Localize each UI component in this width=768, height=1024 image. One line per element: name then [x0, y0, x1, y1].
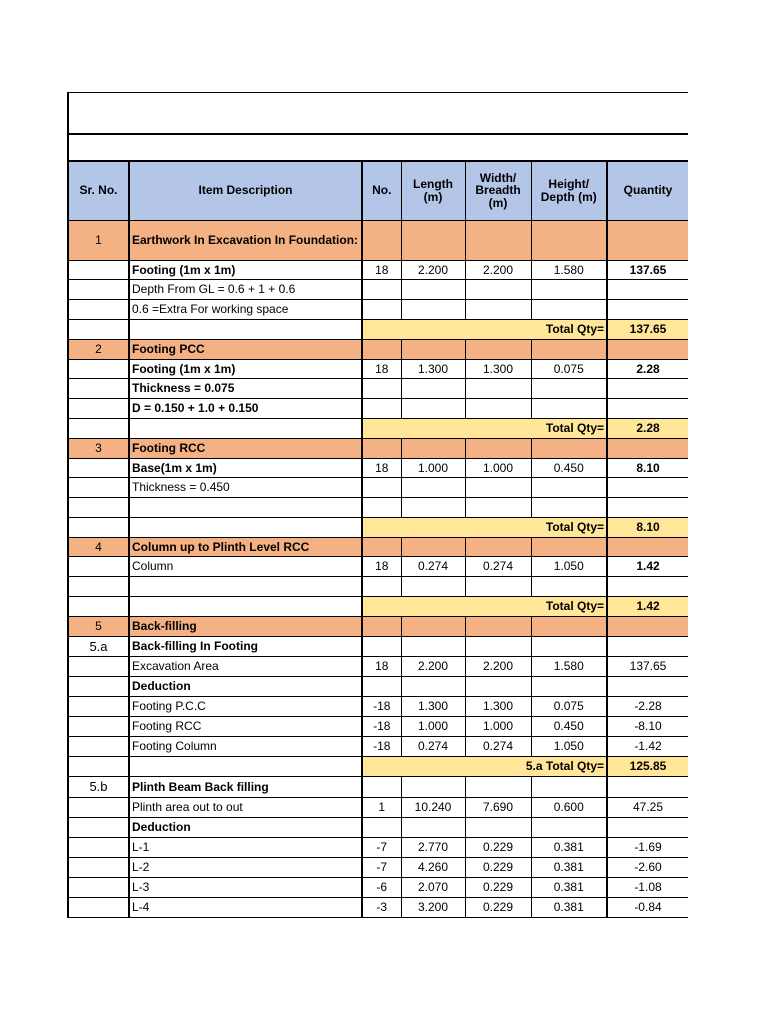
no-cell: [362, 439, 401, 459]
width-cell: 1.000: [465, 717, 531, 737]
sr-no-cell: [68, 858, 129, 878]
length-cell: 1.000: [401, 459, 465, 478]
quantity-cell: -1.08: [607, 878, 688, 898]
section-row: [68, 340, 688, 360]
no-cell: [362, 280, 401, 300]
item-description: L-2: [129, 858, 362, 878]
width-cell: 0.229: [465, 858, 531, 878]
width-cell: 7.690: [465, 798, 531, 818]
quantity-cell: -2.60: [607, 858, 688, 878]
width-cell: 2.200: [465, 657, 531, 677]
item-row: [68, 677, 688, 697]
length-cell: [401, 637, 465, 657]
description-cell: [129, 518, 362, 538]
title-cell: [68, 93, 688, 134]
quantity-cell: [607, 399, 688, 419]
header-width: Width/ Breadth (m): [465, 161, 531, 221]
sr-no-cell: [68, 697, 129, 717]
width-cell: [465, 399, 531, 419]
length-cell: [401, 340, 465, 360]
length-cell: [401, 577, 465, 597]
quantity-cell: [607, 617, 688, 637]
sr-no-cell: [68, 399, 129, 419]
item-row: [68, 478, 688, 498]
height-cell: 0.075: [531, 360, 607, 379]
height-cell: 0.600: [531, 798, 607, 818]
quantity-cell: 47.25: [607, 798, 688, 818]
height-cell: [531, 379, 607, 399]
item-row: [68, 697, 688, 717]
section-row: [68, 617, 688, 637]
item-row: [68, 637, 688, 657]
header-row: [68, 161, 688, 221]
sr-no-cell: [68, 657, 129, 677]
sr-no-cell: [68, 280, 129, 300]
item-row: [68, 459, 688, 478]
width-cell: 0.229: [465, 838, 531, 858]
total-row: [68, 419, 688, 439]
sr-no-cell: [68, 557, 129, 577]
no-cell: [362, 818, 401, 838]
item-description: Thickness = 0.450: [129, 478, 362, 498]
item-description: Excavation Area: [129, 657, 362, 677]
subtitle-cell: [68, 134, 688, 161]
item-description: Plinth area out to out: [129, 798, 362, 818]
no-cell: -18: [362, 717, 401, 737]
total-label: Total Qty=: [362, 419, 607, 439]
item-row: [68, 360, 688, 379]
length-cell: [401, 280, 465, 300]
no-cell: [362, 498, 401, 518]
height-cell: [531, 280, 607, 300]
sr-no-cell: [68, 419, 129, 439]
height-cell: [531, 340, 607, 360]
length-cell: 4.260: [401, 858, 465, 878]
length-cell: [401, 379, 465, 399]
header-height: Height/ Depth (m): [531, 161, 607, 221]
width-cell: 1.000: [465, 459, 531, 478]
sr-no-cell: [68, 838, 129, 858]
width-cell: 0.274: [465, 557, 531, 577]
no-cell: -7: [362, 858, 401, 878]
quantity-cell: -1.42: [607, 737, 688, 757]
no-cell: [362, 617, 401, 637]
total-quantity: 1.42: [607, 597, 688, 617]
section-row: [68, 439, 688, 459]
width-cell: [465, 677, 531, 697]
sr-no-cell: [68, 757, 129, 777]
width-cell: 0.229: [465, 878, 531, 898]
item-description: D = 0.150 + 1.0 + 0.150: [129, 399, 362, 419]
no-cell: [362, 478, 401, 498]
quantity-cell: [607, 818, 688, 838]
quantity-cell: -2.28: [607, 697, 688, 717]
sr-no-cell: [68, 577, 129, 597]
item-description: Footing RCC: [129, 717, 362, 737]
item-row: [68, 300, 688, 320]
quantity-cell: [607, 478, 688, 498]
no-cell: 18: [362, 557, 401, 577]
quantity-cell: -0.84: [607, 898, 688, 918]
section-row: [68, 538, 688, 557]
no-cell: 1: [362, 798, 401, 818]
length-cell: [401, 300, 465, 320]
height-cell: [531, 478, 607, 498]
width-cell: 2.200: [465, 261, 531, 280]
height-cell: 0.381: [531, 858, 607, 878]
item-row: [68, 717, 688, 737]
quantity-cell: 137.65: [607, 657, 688, 677]
total-row: [68, 518, 688, 538]
height-cell: [531, 498, 607, 518]
item-row: [68, 379, 688, 399]
section-title: Column up to Plinth Level RCC: [129, 538, 362, 557]
length-cell: 10.240: [401, 798, 465, 818]
height-cell: [531, 637, 607, 657]
length-cell: 2.770: [401, 838, 465, 858]
no-cell: 18: [362, 261, 401, 280]
width-cell: [465, 818, 531, 838]
quantity-cell: [607, 498, 688, 518]
item-description: Footing Column: [129, 737, 362, 757]
sr-no-cell: [68, 878, 129, 898]
total-label: Total Qty=: [362, 518, 607, 538]
height-cell: [531, 677, 607, 697]
height-cell: 0.381: [531, 878, 607, 898]
height-cell: 0.450: [531, 459, 607, 478]
height-cell: 1.050: [531, 737, 607, 757]
total-quantity: 125.85: [607, 757, 688, 777]
item-description: Back-filling In Footing: [129, 637, 362, 657]
width-cell: [465, 478, 531, 498]
no-cell: -18: [362, 737, 401, 757]
quantity-cell: -1.69: [607, 838, 688, 858]
width-cell: [465, 300, 531, 320]
no-cell: [362, 399, 401, 419]
sr-no-cell: [68, 379, 129, 399]
sr-no-cell: 4: [68, 538, 129, 557]
length-cell: 2.200: [401, 261, 465, 280]
item-description: Base(1m x 1m): [129, 459, 362, 478]
no-cell: 18: [362, 657, 401, 677]
width-cell: 0.229: [465, 898, 531, 918]
height-cell: 0.450: [531, 717, 607, 737]
description-cell: [129, 320, 362, 340]
sr-no-cell: 5.a: [68, 637, 129, 657]
length-cell: [401, 498, 465, 518]
length-cell: [401, 617, 465, 637]
sr-no-cell: 3: [68, 439, 129, 459]
item-description: Footing (1m x 1m): [129, 360, 362, 379]
title-row: [68, 93, 688, 134]
total-label: Total Qty=: [362, 597, 607, 617]
item-description: Deduction: [129, 818, 362, 838]
height-cell: [531, 777, 607, 798]
no-cell: [362, 221, 401, 261]
quantity-cell: [607, 777, 688, 798]
length-cell: [401, 538, 465, 557]
section-title: Earthwork In Excavation In Foundation:: [129, 221, 362, 261]
height-cell: [531, 577, 607, 597]
no-cell: [362, 637, 401, 657]
quantity-cell: 1.42: [607, 557, 688, 577]
length-cell: 0.274: [401, 737, 465, 757]
no-cell: [362, 379, 401, 399]
section-title: Footing RCC: [129, 439, 362, 459]
length-cell: [401, 399, 465, 419]
length-cell: [401, 439, 465, 459]
length-cell: [401, 677, 465, 697]
item-row: [68, 577, 688, 597]
sr-no-cell: [68, 798, 129, 818]
sr-no-cell: [68, 518, 129, 538]
item-description: Deduction: [129, 677, 362, 697]
length-cell: [401, 478, 465, 498]
item-description: Depth From GL = 0.6 + 1 + 0.6: [129, 280, 362, 300]
item-description: Column: [129, 557, 362, 577]
no-cell: [362, 340, 401, 360]
item-description: Plinth Beam Back filling: [129, 777, 362, 798]
width-cell: [465, 617, 531, 637]
quantity-cell: 8.10: [607, 459, 688, 478]
description-cell: [129, 419, 362, 439]
subtitle-row: [68, 134, 688, 161]
sr-no-cell: [68, 818, 129, 838]
length-cell: 1.300: [401, 697, 465, 717]
quantity-cell: [607, 439, 688, 459]
quantity-cell: [607, 300, 688, 320]
sr-no-cell: 5.b: [68, 777, 129, 798]
width-cell: [465, 498, 531, 518]
sr-no-cell: [68, 898, 129, 918]
length-cell: [401, 777, 465, 798]
description-cell: [129, 757, 362, 777]
item-row: [68, 657, 688, 677]
width-cell: [465, 637, 531, 657]
item-description: [129, 498, 362, 518]
item-row: [68, 737, 688, 757]
no-cell: [362, 577, 401, 597]
no-cell: [362, 538, 401, 557]
quantity-cell: [607, 538, 688, 557]
no-cell: [362, 777, 401, 798]
item-row: [68, 838, 688, 858]
no-cell: -6: [362, 878, 401, 898]
header-no: No.: [362, 161, 401, 221]
item-row: [68, 898, 688, 918]
quantity-cell: [607, 577, 688, 597]
sr-no-cell: [68, 498, 129, 518]
total-quantity: 137.65: [607, 320, 688, 340]
quantity-cell: [607, 677, 688, 697]
item-description: L-3: [129, 878, 362, 898]
quantity-cell: [607, 221, 688, 261]
header-length: Length (m): [401, 161, 465, 221]
height-cell: [531, 221, 607, 261]
sr-no-cell: [68, 478, 129, 498]
width-cell: [465, 777, 531, 798]
no-cell: 18: [362, 459, 401, 478]
header-item-description: Item Description: [129, 161, 362, 221]
height-cell: [531, 439, 607, 459]
no-cell: [362, 677, 401, 697]
length-cell: 0.274: [401, 557, 465, 577]
height-cell: [531, 818, 607, 838]
total-row: [68, 597, 688, 617]
sr-no-cell: [68, 320, 129, 340]
quantity-cell: [607, 379, 688, 399]
height-cell: 0.381: [531, 838, 607, 858]
section-title: Back-filling: [129, 617, 362, 637]
height-cell: 0.075: [531, 697, 607, 717]
item-row: [68, 818, 688, 838]
no-cell: -18: [362, 697, 401, 717]
height-cell: 1.050: [531, 557, 607, 577]
total-quantity: 2.28: [607, 419, 688, 439]
item-description: L-4: [129, 898, 362, 918]
length-cell: 1.300: [401, 360, 465, 379]
quantity-cell: [607, 637, 688, 657]
item-description: L-1: [129, 838, 362, 858]
length-cell: 2.200: [401, 657, 465, 677]
quantity-cell: [607, 280, 688, 300]
item-row: [68, 858, 688, 878]
quantity-cell: 2.28: [607, 360, 688, 379]
quantity-cell: -8.10: [607, 717, 688, 737]
sr-no-cell: [68, 737, 129, 757]
width-cell: [465, 221, 531, 261]
width-cell: [465, 379, 531, 399]
width-cell: [465, 577, 531, 597]
description-cell: [129, 597, 362, 617]
item-row: [68, 777, 688, 798]
width-cell: 1.300: [465, 697, 531, 717]
item-description: Footing (1m x 1m): [129, 261, 362, 280]
section-row: [68, 221, 688, 261]
header-quantity: Quantity: [607, 161, 688, 221]
height-cell: [531, 538, 607, 557]
width-cell: [465, 538, 531, 557]
sr-no-cell: [68, 261, 129, 280]
total-row: [68, 320, 688, 340]
height-cell: 1.580: [531, 261, 607, 280]
item-description: 0.6 =Extra For working space: [129, 300, 362, 320]
quantity-cell: [607, 340, 688, 360]
width-cell: 1.300: [465, 360, 531, 379]
item-row: [68, 498, 688, 518]
height-cell: 0.381: [531, 898, 607, 918]
total-label: Total Qty=: [362, 320, 607, 340]
sr-no-cell: [68, 360, 129, 379]
length-cell: 1.000: [401, 717, 465, 737]
quantity-sheet: [67, 92, 688, 918]
total-label: 5.a Total Qty=: [362, 757, 607, 777]
total-quantity: 8.10: [607, 518, 688, 538]
height-cell: [531, 399, 607, 419]
sr-no-cell: 2: [68, 340, 129, 360]
length-cell: [401, 818, 465, 838]
total-row: [68, 757, 688, 777]
item-row: [68, 878, 688, 898]
no-cell: -3: [362, 898, 401, 918]
sr-no-cell: [68, 717, 129, 737]
no-cell: -7: [362, 838, 401, 858]
sr-no-cell: 5: [68, 617, 129, 637]
item-row: [68, 261, 688, 280]
height-cell: 1.580: [531, 657, 607, 677]
item-row: [68, 798, 688, 818]
sr-no-cell: [68, 300, 129, 320]
no-cell: [362, 300, 401, 320]
item-description: Thickness = 0.075: [129, 379, 362, 399]
sr-no-cell: [68, 459, 129, 478]
length-cell: [401, 221, 465, 261]
section-title: Footing PCC: [129, 340, 362, 360]
length-cell: 3.200: [401, 898, 465, 918]
quantity-cell: 137.65: [607, 261, 688, 280]
sr-no-cell: 1: [68, 221, 129, 261]
width-cell: [465, 280, 531, 300]
width-cell: [465, 340, 531, 360]
height-cell: [531, 617, 607, 637]
no-cell: 18: [362, 360, 401, 379]
width-cell: [465, 439, 531, 459]
item-description: Footing P.C.C: [129, 697, 362, 717]
sr-no-cell: [68, 677, 129, 697]
item-row: [68, 399, 688, 419]
item-row: [68, 557, 688, 577]
item-description: [129, 577, 362, 597]
sr-no-cell: [68, 597, 129, 617]
header-sr-no: Sr. No.: [68, 161, 129, 221]
height-cell: [531, 300, 607, 320]
item-row: [68, 280, 688, 300]
width-cell: 0.274: [465, 737, 531, 757]
length-cell: 2.070: [401, 878, 465, 898]
